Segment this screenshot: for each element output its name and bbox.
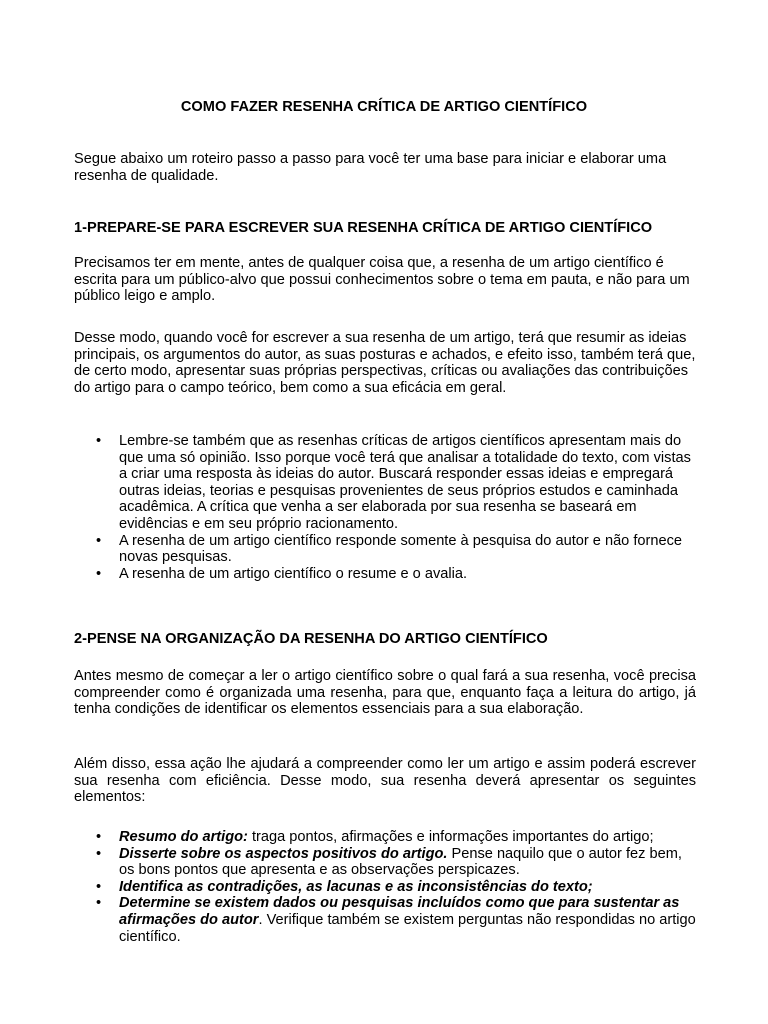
section2-heading: 2-PENSE NA ORGANIZAÇÃO DA RESENHA DO ARTIGO CIENTÍFICO	[74, 631, 548, 647]
intro-paragraph: Segue abaixo um roteiro passo a passo para você ter uma base para iniciar e elaborar uma resenha de qualidade.	[74, 151, 667, 184]
bullet-icon: •	[96, 878, 102, 895]
section1-heading: 1-PREPARE-SE PARA ESCREVER SUA RESENHA CRÍTICA DE ARTIGO CIENTÍFICO	[74, 220, 653, 236]
list-item-text: traga pontos, afirmações e informações importantes do artigo;	[247, 829, 654, 845]
list-item	[74, 895, 696, 945]
section2-bullet-list	[74, 829, 696, 945]
list-item-emphasis: Determine se existem dados ou pesquisas incluídos como que para sustentar as afirmações do autor	[119, 895, 680, 928]
list-item-text: . Verifique também se existem perguntas não respondidas no artigo científico.	[119, 911, 696, 945]
list-item-text: Lembre-se também que as resenhas críticas de artigos científicos apresentam mais do que uma só opinião. Isso porque você terá que analisar a totalidade do texto, com vistas a criar uma resposta às ideias do autor. Buscará responder essas ideias e empregará outras ideias, teorias e pesquisas provenientes de seus próprios estudos e caminhada acadêmica. A crítica que venha a ser elaborada por sua resenha se baseará em evidências e em seu próprio racionamento.	[119, 433, 691, 532]
list-item-emphasis: Disserte sobre os aspectos positivos do artigo.	[119, 845, 448, 862]
list-item	[74, 829, 696, 846]
bullet-icon: •	[96, 829, 102, 845]
bullet-icon: •	[96, 845, 102, 862]
bullet-icon: •	[96, 532, 102, 549]
list-item	[74, 566, 696, 583]
list-item-emphasis: Resumo do artigo:	[119, 829, 248, 845]
list-item	[74, 879, 696, 896]
section2-paragraph-1: Antes mesmo de começar a ler o artigo científico sobre o qual fará a sua resenha, você precisa compreender como é organizada uma resenha, para que, enquanto faça a leitura do artigo, já tenha condições de identificar os elementos essenciais para a sua elaboração.	[74, 668, 696, 718]
bullet-icon: •	[96, 895, 102, 912]
bullet-icon: •	[96, 433, 102, 449]
list-item	[74, 433, 696, 533]
list-item-text: Pense naquilo que o autor fez bem, os bons pontos que apresenta e as observações perspicazes.	[119, 845, 682, 879]
list-item	[74, 533, 696, 566]
bullet-icon: •	[96, 565, 102, 582]
list-item-text: A resenha de um artigo científico o resume e o avalia.	[119, 565, 468, 582]
document-title: COMO FAZER RESENHA CRÍTICA DE ARTIGO CIENTÍFICO	[180, 99, 588, 115]
section2-paragraph-2: Além disso, essa ação lhe ajudará a compreender como ler um artigo e assim poderá escrever sua resenha com eficiência. Desse modo, sua resenha deverá apresentar os seguintes elementos:	[74, 756, 696, 806]
section1-paragraph-1: Precisamos ter em mente, antes de qualquer coisa que, a resenha de um artigo científico é escrita para um público-alvo que possui conhecimentos sobre o tema em pauta, e não para um público leigo e amplo.	[74, 255, 690, 305]
section1-bullet-list	[74, 433, 696, 582]
list-item-emphasis: Identifica as contradições, as lacunas e as inconsistências do texto;	[119, 878, 593, 895]
section1-paragraph-2: Desse modo, quando você for escrever a sua resenha de um artigo, terá que resumir as ideias principais, os argumentos do autor, as suas posturas e achados, e efeito isso, também terá que, de certo modo, apresentar suas próprias perspectivas, críticas ou avaliações das contribuições do artigo para o campo teórico, bem como a sua eficácia em geral.	[74, 330, 696, 396]
list-item-text: A resenha de um artigo científico responde somente à pesquisa do autor e não fornece novas pesquisas.	[119, 532, 683, 566]
list-item	[74, 846, 696, 879]
